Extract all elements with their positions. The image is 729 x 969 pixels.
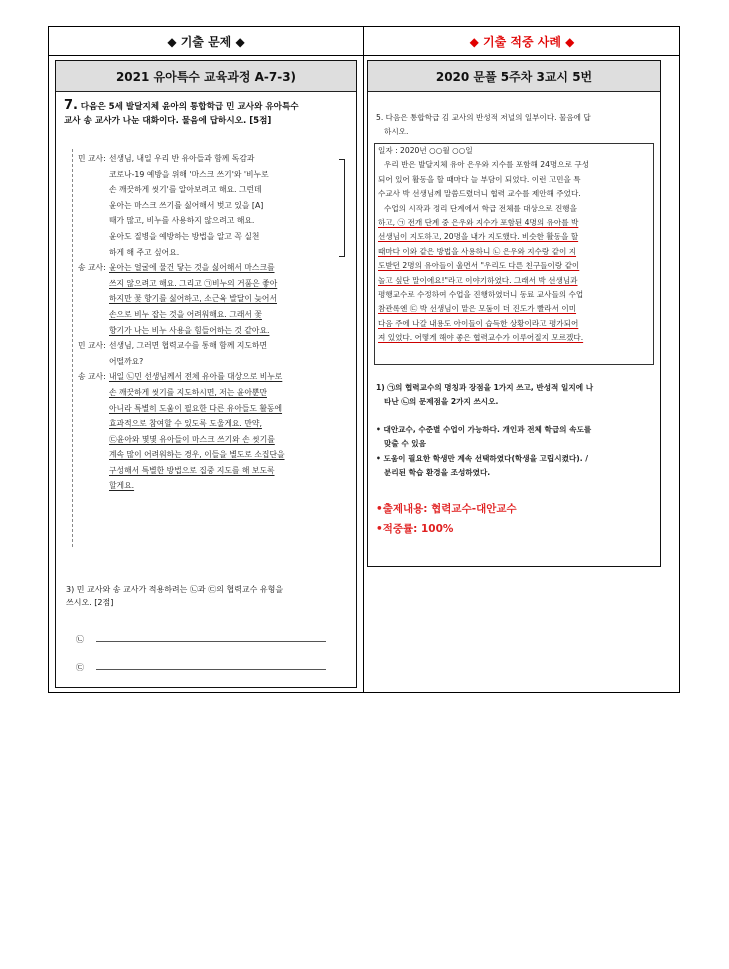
practice-sub-line-1: 1) ㉠의 협력교수의 명칭과 장점을 1가지 쓰고, 반성적 일지에 나 (376, 383, 594, 392)
practice-question-line-2: 하시오. (384, 127, 409, 137)
journal-line: 져 있었다. 어떻게 해야 좋은 협력교수가 이루어질지 모르겠다. (378, 333, 584, 343)
dialog-line: 민 교사: 선생님, 내일 우리 반 유아들과 함께 독감과 (78, 154, 255, 163)
journal-line: 수업의 시작과 정리 단계에서 학급 전체를 대상으로 진행을 (384, 203, 577, 213)
journal-line: 도받던 2명의 유아들이 울면서 "우리도 다른 친구들이랑 같이 (378, 261, 580, 271)
dialog-box (78, 151, 348, 494)
dialog-line: 향기가 나는 비누 사용을 힘들어하는 것 같아요. (109, 325, 270, 335)
journal-line: 하고, ㉠ 전개 단계 중 은우와 지수가 포함된 4명의 유아를 박 (378, 218, 579, 228)
dialog-line: 어떨까요? (109, 356, 144, 366)
dialog-line: 쓰지 않으려고 해요. 그리고 ㉠비누의 거품은 좋아 (109, 278, 278, 288)
journal-line: 평행교수로 수정하여 수업을 진행하였더니 동료 교사들의 수업 (378, 290, 584, 300)
dialog-line: 계속 많이 어려워하는 경우, 이들을 별도로 소집단을 (109, 450, 285, 460)
journal-line: 수교사 박 선생님께 말씀드렸더니 협력 교수를 제안해 주었다. (378, 189, 581, 199)
dialog-line: 송 교사: 내일 ㉡민 선생님께서 전체 유아를 대상으로 비누로 (78, 372, 283, 382)
dialog-line: 민 교사: 선생님, 그러면 협력교수를 통해 함께 지도하면 (78, 341, 267, 351)
exam-content-highlight: •출제내용: 협력교수-대안교수 (376, 503, 517, 515)
journal-line: 되어 있어 활동을 할 때마다 늘 부담이 되었다. 이런 고민을 특 (378, 174, 581, 184)
column-divider (363, 27, 364, 692)
journal-line: 참관록엔 ㉢ 박 선생님이 맡은 모둠이 더 진도가 빨라서 이미 (378, 304, 577, 314)
dialog-line: 송 교사: 윤아는 얼굴에 물건 닿는 것을 싫어해서 마스크를 (78, 263, 275, 273)
dialog-line: 손으로 비누 잡는 것을 어려워해요. 그래서 꽃 (109, 309, 262, 319)
answer-line: • 도움이 필요한 학생만 계속 선택하였다(학생을 고립시켰다). / (376, 453, 589, 463)
practice-question (376, 111, 656, 140)
practice-sub-question (376, 381, 656, 410)
answer-line-b: ㉡ (76, 633, 326, 645)
exam-question-title: 2021 유아특수 교육과정 A-7-3) (56, 61, 356, 92)
dialog-line: 하지만 꽃 향기를 싫어하고, 소근육 발달이 늦어서 (109, 294, 277, 304)
dialog-line: 구성해서 특별한 방법으로 집중 지도를 해 보도록 (109, 465, 275, 475)
dialog-line: 손 깨끗하게 씻기를 지도하시면, 저는 윤아뿐만 (109, 387, 267, 397)
dialog-line: 때가 많고, 비누를 사용하지 않으려고 해요. (109, 216, 255, 226)
sub-question-line-2: 쓰시오. [2점] (66, 598, 114, 607)
dialog-line: 하게 해 주고 싶어요. (109, 247, 180, 257)
question-number: 7. (64, 98, 78, 113)
dialog-line: ㉢윤아와 몇몇 유아들이 마스크 쓰기와 손 씻기를 (109, 434, 275, 444)
dialog-line: 윤아도 질병을 예방하는 방법을 알고 꼭 실천 (109, 231, 260, 241)
answer-line-c: ㉢ (76, 661, 326, 673)
answer-line: 맞출 수 있음 (384, 439, 426, 449)
left-column-header: ◆ 기출 문제 ◆ (167, 34, 245, 49)
comparison-table (48, 26, 680, 693)
practice-sub-line-2: 타난 ㉡의 문제점을 2가지 쓰시오. (384, 397, 499, 407)
question-text-line-2: 교사 송 교사가 나눈 대화이다. 물음에 답하시오. [5점] (64, 116, 272, 126)
journal-line: 다음 주에 나갈 내용도 아이들이 습득한 상황이라고 평가되어 (378, 318, 579, 328)
dialog-line: 아니라 특별히 도움이 필요한 다른 유아들도 활동에 (109, 403, 283, 413)
question-text-line-1: 다음은 5세 발달지체 윤아의 통합학급 민 교사와 유아특수 (80, 102, 299, 112)
dialog-line: 손 깨끗하게 씻기'를 알아보려고 해요. 그런데 (109, 185, 262, 195)
answer-line: 분리된 학습 환경을 조성하였다. (384, 468, 491, 478)
answer-list (376, 423, 656, 481)
dialog-line: 윤아는 마스크 쓰기를 싫어해서 벗고 있을 [A] (109, 200, 264, 210)
sub-question (66, 583, 356, 609)
answer-line: • 대안교수, 수준별 수업이 가능하다. 개인과 전체 학급의 속도를 (376, 425, 592, 434)
journal-line: 일자 : 2020년 ○○월 ○○일 (378, 146, 473, 155)
dialog-line: 코로나-19 예방을 위해 '마스크 쓰기'와 '비누로 (109, 169, 269, 179)
journal-line: 우리 반은 발달지체 유아 은우와 지수를 포함해 24명으로 구성 (384, 160, 590, 170)
journal-line: 선생님이 지도하고, 20명을 내가 지도했다. 비슷한 활동을 할 (378, 232, 579, 242)
dialog-border (72, 149, 73, 547)
hit-case-panel (367, 60, 661, 567)
practice-question-line-1: 5. 다음은 통합학급 김 교사의 반성적 저널의 일부이다. 물음에 답 (376, 113, 591, 122)
journal-line: 놀고 싶단 말이에요!"라고 이야기하였다. 그래서 박 선생님과 (378, 275, 578, 285)
question-stem (64, 99, 354, 128)
hit-case-title: 2020 문풀 5주차 3교시 5번 (368, 61, 660, 92)
section-a-bracket (339, 159, 345, 257)
exam-question-panel (55, 60, 357, 688)
right-column-header: ◆ 기출 적중 사례 ◆ (469, 34, 575, 49)
journal-line: 때마다 이와 같은 방법을 사용하니 ㉡ 은우와 지수랑 같이 지 (378, 246, 577, 256)
dialog-line: 할게요. (109, 481, 135, 491)
dialog-line: 효과적으로 참여할 수 있도록 도울게요. 만약, (109, 419, 262, 429)
journal-text (378, 144, 652, 346)
hit-rate-highlight: •적중률: 100% (376, 523, 454, 535)
header-divider (49, 55, 679, 56)
sub-question-line-1: 3) 민 교사와 송 교사가 적용하려는 ㉡과 ㉢의 협력교수 유형을 (66, 585, 284, 594)
